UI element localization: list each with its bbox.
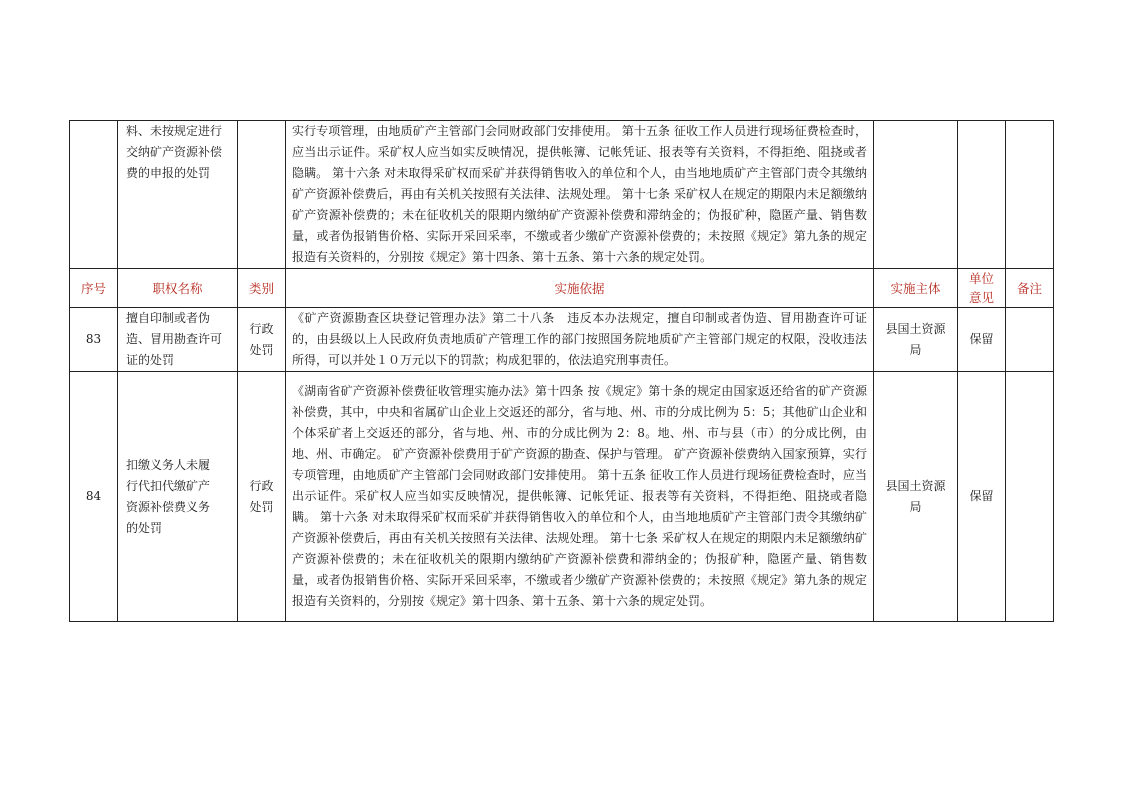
continuation-category-cell [238,121,286,269]
continuation-name-cell [118,121,238,269]
header-name: 职权名称 [118,269,238,308]
continuation-remark-cell [1006,121,1054,269]
header-opinion-text: 单位 意见 [968,271,994,305]
continuation-opinion-cell [958,121,1006,269]
continuation-basis: 实行专项管理，由地质矿产主管部门会同财政部门安排使用。 第十五条 征收工作人员进行现场征费检查时，应当出示证件。采矿权人应当如实反映情况，提供帐簿、记帐凭证、报表等有关资料，不得拒绝、阻挠或者隐瞒。 第十六条 对未取得采矿权而采矿并获得销售收入的单位和个人，由当地地质矿产主管部门责令其缴纳矿产资源补偿费后，再由有关机关按照有关法律、法规处理。 第十七条 采矿权人在规定的期限内未足额缴纳矿产资源补偿费的；未在征收机关的限期内缴纳矿产资源补偿费和滞纳金的；伪报矿种，隐匿产量、销售数量，或者伪报销售价格、实际开采回采率，不缴或者少缴矿产资源补偿费的；未按照《规定》第九条的规定报造有关资料的，分别按《规定》第十四条、第十五条、第十六条的规定处罚。 [292,124,867,264]
row-opinion: 保留 [958,308,1006,372]
row-category-cell [238,308,286,372]
continuation-row [70,121,1054,269]
continuation-seq-cell [70,121,118,269]
row-seq: 84 [70,372,118,622]
row-name: 扣缴义务人未履 行代扣代缴矿产 资源补偿费义务 的处罚 [126,457,211,535]
header-basis: 实施依据 [286,269,874,308]
continuation-name: 料、未按规定进行 交纳矿产资源补偿 费的申报的处罚 [126,124,223,180]
row-remark [1006,372,1054,622]
row-basis-cell [286,372,874,622]
row-name-cell [118,372,238,622]
row-category: 行政 处罚 [249,321,274,357]
header-subject: 实施主体 [874,269,958,308]
row-remark [1006,308,1054,372]
authority-table [69,120,1054,622]
header-opinion [958,269,1006,308]
row-name-cell [118,308,238,372]
row-seq: 83 [70,308,118,372]
row-category-cell [238,372,286,622]
continuation-basis-cell [286,121,874,269]
header-category: 类别 [238,269,286,308]
header-seq: 序号 [70,269,118,308]
row-name: 擅自印制或者伪 造、冒用勘查许可 证的处罚 [126,311,223,367]
continuation-subject-cell [874,121,958,269]
table-row [70,308,1054,372]
row-subject: 县国土资源 局 [885,321,946,357]
row-basis: 《矿产资源勘查区块登记管理办法》第二十八条 违反本办法规定，擅自印制或者伪造、冒用勘查许可证的，由县级以上人民政府负责地质矿产管理工作的部门按照国务院地质矿产主管部门规定的权限，没收违法所得，可以并处１０万元以下的罚款；构成犯罪的，依法追究刑事责任。 [292,311,867,367]
row-subject-cell [874,308,958,372]
header-remark: 备注 [1006,269,1054,308]
row-subject: 县国土资源 局 [885,478,946,514]
row-opinion: 保留 [958,372,1006,622]
row-subject-cell [874,372,958,622]
row-category: 行政 处罚 [249,478,274,514]
table-header-row [70,269,1054,308]
row-basis: 《湖南省矿产资源补偿费征收管理实施办法》第十四条 按《规定》第十条的规定由国家返还给省的矿产资源补偿费，其中，中央和省属矿山企业上交返还的部分，省与地、州、市的分成比例为 5：5；其他矿山企业和个体采矿者上交返还的部分，省与地、州、市的分成比例为 2：8。地、州、市与县（市）的分成比例，由地、州、市确定。 矿产资源补偿费用于矿产资源的勘查、保护与管理。 矿产资源补偿费纳入国家预算，实行专项管理，由地质矿产主管部门会同财政部门安排使用。 第十五条 征收工作人员进行现场征费检查时，应当出示证件。采矿权人应当如实反映情况，提供帐簿、记帐凭证、报表等有关资料，不得拒绝、阻挠或者隐瞒。 第十六条 对未取得采矿权而采矿并获得销售收入的单位和个人，由当地地质矿产主管部门责令其缴纳矿产资源补偿费后，再由有关机关按照有关法律、法规处理。 第十七条 采矿权人在规定的期限内未足额缴纳矿产资源补偿费的；未在征收机关的限期内缴纳矿产资源补偿费和滞纳金的；伪报矿种，隐匿产量、销售数量，或者伪报销售价格、实际开采回采率，不缴或者少缴矿产资源补偿费的；未按照《规定》第九条的规定报造有关资料的，分别按《规定》第十四条、第十五条、第十六条的规定处罚。 [292,384,867,608]
table-row [70,372,1054,622]
row-basis-cell [286,308,874,372]
